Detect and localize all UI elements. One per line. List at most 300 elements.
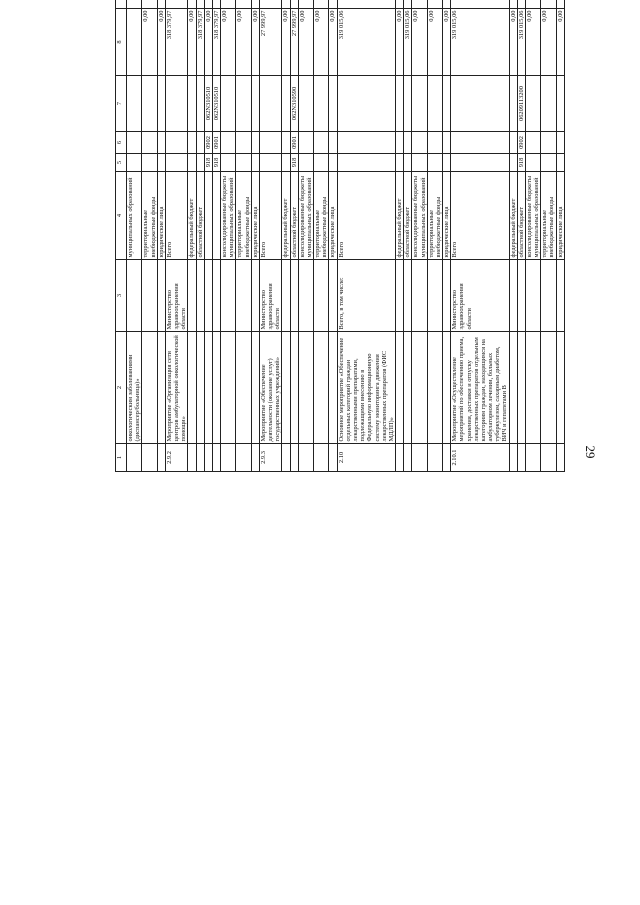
section-code (509, 132, 517, 154)
funding-source: территориальные внебюджетные фонды (427, 172, 442, 260)
target-item-code (556, 76, 564, 132)
funding-source: юридические лица (329, 172, 337, 260)
section-code (541, 132, 556, 154)
executor (142, 260, 157, 332)
amount-year1 (556, 0, 564, 9)
item-name (142, 332, 157, 444)
item-number (314, 444, 329, 472)
amount-total: 0,00 (525, 9, 540, 76)
table-row (314, 0, 329, 472)
section-code (142, 132, 157, 154)
executor (251, 260, 259, 332)
item-number (196, 444, 204, 472)
section-code: 0901 (290, 132, 298, 154)
item-number (251, 444, 259, 472)
executor (221, 260, 236, 332)
section-code (196, 132, 204, 154)
section-code (251, 132, 259, 154)
funding-source (212, 172, 220, 260)
funding-source: областной бюджет (196, 172, 204, 260)
grbs-code (251, 154, 259, 172)
section-code (165, 132, 188, 154)
executor (282, 260, 290, 332)
amount-total: 0,00 (427, 9, 442, 76)
item-name (556, 332, 564, 444)
table-row (541, 0, 556, 472)
item-name: Основное мероприятие «Обеспечение отдельных категорий граждан лекарственными препаратами, подлежащими внесению в Федеральную информационную систему мониторинга движения лекарственных препаратов (ФИС МДЛП)» (337, 332, 395, 444)
amount-total: 0,00 (509, 9, 517, 76)
amount-year1 (204, 0, 212, 9)
table-row (127, 0, 142, 472)
funding-source: консолидированные бюджеты муниципальных образований (298, 172, 313, 260)
grbs-code (337, 154, 395, 172)
item-name (412, 332, 427, 444)
page-number: 29 (583, 445, 598, 459)
section-code (236, 132, 251, 154)
amount-total: 319 015,06 (337, 9, 395, 76)
target-item-code (259, 76, 282, 132)
item-number (541, 444, 556, 472)
amount-total: 0,00 (298, 9, 313, 76)
section-code (396, 132, 404, 154)
item-name (282, 332, 290, 444)
table-row (404, 0, 412, 472)
item-number (509, 444, 517, 472)
section-code (525, 132, 540, 154)
target-item-code (127, 76, 142, 132)
section-code (556, 132, 564, 154)
funding-source: федеральный бюджет (188, 172, 196, 260)
executor (314, 260, 329, 332)
executor (517, 260, 525, 332)
table-row (451, 0, 509, 472)
target-item-code: 062N310590 (290, 76, 298, 132)
grbs-code (221, 154, 236, 172)
section-code (427, 132, 442, 154)
funding-source: юридические лица (556, 172, 564, 260)
amount-year1 (443, 0, 451, 9)
item-name (443, 332, 451, 444)
item-name (236, 332, 251, 444)
executor (212, 260, 220, 332)
target-item-code: 06209113200 (517, 76, 525, 132)
section-code (451, 132, 509, 154)
item-name (396, 332, 404, 444)
grbs-code (127, 154, 142, 172)
funding-source: территориальные внебюджетные фонды (236, 172, 251, 260)
table-row (443, 0, 451, 472)
executor: Министерство здравоохранения области (259, 260, 282, 332)
item-number (427, 444, 442, 472)
funding-source: Всего (165, 172, 188, 260)
amount-year1 (451, 0, 509, 9)
amount-year1 (212, 0, 220, 9)
amount-year1 (290, 0, 298, 9)
grbs-code (165, 154, 188, 172)
grbs-code (509, 154, 517, 172)
table-row (412, 0, 427, 472)
rotated-table-container (115, 10, 564, 857)
executor (404, 260, 412, 332)
table-row (157, 0, 165, 472)
grbs-code (427, 154, 442, 172)
table-row (165, 0, 188, 472)
amount-total: 318 379,97 (196, 9, 204, 76)
amount-total: 27 999,97 (290, 9, 298, 76)
item-name (509, 332, 517, 444)
table-body (127, 0, 565, 472)
grbs-code (443, 154, 451, 172)
funding-source: областной бюджет (517, 172, 525, 260)
executor (290, 260, 298, 332)
funding-source: территориальные внебюджетные фонды (541, 172, 556, 260)
column-header: 6 (116, 132, 127, 154)
amount-total: 0,00 (556, 9, 564, 76)
amount-year1 (127, 0, 142, 9)
item-name: Мероприятие «Организация сети центров амбулаторной онкологической помощи» (165, 332, 188, 444)
item-name (427, 332, 442, 444)
executor (412, 260, 427, 332)
table-row (337, 0, 395, 472)
grbs-code (541, 154, 556, 172)
amount-year1 (396, 0, 404, 9)
executor (443, 260, 451, 332)
section-code (127, 132, 142, 154)
item-number: 2.9.2 (165, 444, 188, 472)
section-code: 0902 (204, 132, 212, 154)
column-header: 7 (116, 76, 127, 132)
amount-year1 (196, 0, 204, 9)
grbs-code (404, 154, 412, 172)
target-item-code (251, 76, 259, 132)
amount-total: 0,00 (314, 9, 329, 76)
amount-year1 (525, 0, 540, 9)
executor (541, 260, 556, 332)
amount-total: 0,00 (282, 9, 290, 76)
item-number (157, 444, 165, 472)
amount-year1 (404, 0, 412, 9)
funding-source: территориальные внебюджетные фонды (142, 172, 157, 260)
column-header (116, 0, 127, 9)
item-number (127, 444, 142, 472)
executor (127, 260, 142, 332)
target-item-code (142, 76, 157, 132)
table-row (290, 0, 298, 472)
amount-year1 (221, 0, 236, 9)
amount-year1 (259, 0, 282, 9)
executor (157, 260, 165, 332)
executor (196, 260, 204, 332)
grbs-code (412, 154, 427, 172)
amount-total: 0,00 (443, 9, 451, 76)
table-row (329, 0, 337, 472)
amount-total: 27 999,97 (259, 9, 282, 76)
table-row (142, 0, 157, 472)
item-number (525, 444, 540, 472)
table-row (196, 0, 204, 472)
item-number (329, 444, 337, 472)
executor (556, 260, 564, 332)
funding-source (204, 172, 212, 260)
target-item-code (541, 76, 556, 132)
grbs-code (298, 154, 313, 172)
column-header: 8 (116, 9, 127, 76)
item-name (298, 332, 313, 444)
section-code (259, 132, 282, 154)
amount-year1 (337, 0, 395, 9)
amount-total: 0,00 (412, 9, 427, 76)
target-item-code (509, 76, 517, 132)
executor: Всего, в том числе: (337, 260, 395, 332)
target-item-code (329, 76, 337, 132)
grbs-code (196, 154, 204, 172)
item-number (236, 444, 251, 472)
funding-source: федеральный бюджет (396, 172, 404, 260)
item-number (221, 444, 236, 472)
item-name (251, 332, 259, 444)
executor (204, 260, 212, 332)
amount-total: 0,00 (157, 9, 165, 76)
funding-source: территориальные внебюджетные фонды (314, 172, 329, 260)
grbs-code (236, 154, 251, 172)
section-code (188, 132, 196, 154)
item-name (196, 332, 204, 444)
amount-year1 (427, 0, 442, 9)
amount-total: 0,00 (142, 9, 157, 76)
grbs-code: 918 (204, 154, 212, 172)
funding-source: федеральный бюджет (282, 172, 290, 260)
table-row (188, 0, 196, 472)
amount-total: 0,00 (188, 9, 196, 76)
grbs-code (314, 154, 329, 172)
target-item-code: 062N310510 (212, 76, 220, 132)
grbs-code (157, 154, 165, 172)
item-number (556, 444, 564, 472)
section-code (282, 132, 290, 154)
executor (188, 260, 196, 332)
table-row (221, 0, 236, 472)
table-row (236, 0, 251, 472)
target-item-code (236, 76, 251, 132)
target-item-code: 062N310510 (204, 76, 212, 132)
section-code (314, 132, 329, 154)
item-number (412, 444, 427, 472)
grbs-code: 918 (517, 154, 525, 172)
item-number (188, 444, 196, 472)
section-code (412, 132, 427, 154)
column-number-header (116, 0, 127, 472)
column-header: 3 (116, 260, 127, 332)
funding-source: юридические лица (443, 172, 451, 260)
item-number (443, 444, 451, 472)
executor (509, 260, 517, 332)
amount-year1 (165, 0, 188, 9)
table-row (251, 0, 259, 472)
grbs-code (142, 154, 157, 172)
section-code (337, 132, 395, 154)
target-item-code (427, 76, 442, 132)
column-header: 1 (116, 444, 127, 472)
table-row (212, 0, 220, 472)
amount-total: 0,00 (221, 9, 236, 76)
amount-year1 (282, 0, 290, 9)
target-item-code (314, 76, 329, 132)
item-number (290, 444, 298, 472)
section-code (329, 132, 337, 154)
funding-source: консолидированные бюджеты муниципальных образований (412, 172, 427, 260)
amount-total: 319 015,06 (517, 9, 525, 76)
funding-source: Всего (451, 172, 509, 260)
item-name (525, 332, 540, 444)
amount-total: 0,00 (236, 9, 251, 76)
table-row (204, 0, 212, 472)
grbs-code (188, 154, 196, 172)
grbs-code (451, 154, 509, 172)
amount-total: 319 015,06 (404, 9, 412, 76)
table-row (525, 0, 540, 472)
grbs-code: 918 (290, 154, 298, 172)
table-row (259, 0, 282, 472)
amount-year1 (412, 0, 427, 9)
table-row (556, 0, 564, 472)
item-name: Мероприятие «Осуществление мероприятий по обеспечению приема, хранения, доставки и отпуску лекарственных препаратов отдельным категориям граждан, находящимся на амбулаторном лечении, больных туберкулезом, сахарным диабетом, ВИЧ и гепатитами В (451, 332, 509, 444)
funding-source: консолидированные бюджеты муниципальных образований (525, 172, 540, 260)
executor: Министерство здравоохранения области (165, 260, 188, 332)
item-number (404, 444, 412, 472)
target-item-code (443, 76, 451, 132)
amount-total: 318 379,97 (165, 9, 188, 76)
grbs-code (525, 154, 540, 172)
amount-total: 318 379,97 (212, 9, 220, 76)
amount-total: 0,00 (204, 9, 212, 76)
amount-year1 (188, 0, 196, 9)
executor: Министерство здравоохранения области (451, 260, 509, 332)
target-item-code (412, 76, 427, 132)
funding-source: областной бюджет (404, 172, 412, 260)
target-item-code (165, 76, 188, 132)
funding-source: юридические лица (251, 172, 259, 260)
target-item-code (157, 76, 165, 132)
funding-source: Всего (259, 172, 282, 260)
item-number (282, 444, 290, 472)
amount-year1 (314, 0, 329, 9)
funding-source: консолидированные бюджеты муниципальных образований (221, 172, 236, 260)
grbs-code (329, 154, 337, 172)
amount-total: 0,00 (329, 9, 337, 76)
item-name (188, 332, 196, 444)
section-code (443, 132, 451, 154)
target-item-code (451, 76, 509, 132)
target-item-code (298, 76, 313, 132)
grbs-code: 918 (212, 154, 220, 172)
funding-source: муниципальных образований (127, 172, 142, 260)
target-item-code (396, 76, 404, 132)
amount-year1 (251, 0, 259, 9)
table-row (396, 0, 404, 472)
item-number: 2.10.1 (451, 444, 509, 472)
grbs-code (396, 154, 404, 172)
amount-year1 (329, 0, 337, 9)
item-name (221, 332, 236, 444)
executor (236, 260, 251, 332)
section-code (157, 132, 165, 154)
table-row (298, 0, 313, 472)
grbs-code (282, 154, 290, 172)
section-code: 0902 (517, 132, 525, 154)
item-name: онкологическим заболеваниями (диспансер/больница)» (127, 332, 142, 444)
item-number (517, 444, 525, 472)
item-number: 2.10 (337, 444, 395, 472)
column-header: 5 (116, 154, 127, 172)
amount-year1 (298, 0, 313, 9)
amount-year1 (157, 0, 165, 9)
grbs-code (556, 154, 564, 172)
item-number: 2.9.3 (259, 444, 282, 472)
item-name (204, 332, 212, 444)
table-row (517, 0, 525, 472)
grbs-code (259, 154, 282, 172)
executor (298, 260, 313, 332)
executor (525, 260, 540, 332)
target-item-code (282, 76, 290, 132)
amount-year1 (541, 0, 556, 9)
item-number (142, 444, 157, 472)
amount-total: 0,00 (541, 9, 556, 76)
item-number (298, 444, 313, 472)
executor (329, 260, 337, 332)
column-header: 4 (116, 172, 127, 260)
target-item-code (525, 76, 540, 132)
amount-total: 319 015,06 (451, 9, 509, 76)
item-name (212, 332, 220, 444)
target-item-code (337, 76, 395, 132)
item-number (396, 444, 404, 472)
budget-table (115, 0, 565, 472)
item-name (314, 332, 329, 444)
amount-total: 0,00 (251, 9, 259, 76)
item-name (404, 332, 412, 444)
section-code: 0901 (212, 132, 220, 154)
amount-year1 (517, 0, 525, 9)
table-row (282, 0, 290, 472)
section-code (298, 132, 313, 154)
item-number (212, 444, 220, 472)
executor (396, 260, 404, 332)
target-item-code (404, 76, 412, 132)
amount-total: 0,00 (396, 9, 404, 76)
amount-year1 (236, 0, 251, 9)
item-name (290, 332, 298, 444)
item-name (157, 332, 165, 444)
item-name (541, 332, 556, 444)
table-row (509, 0, 517, 472)
column-header: 2 (116, 332, 127, 444)
amount-year1 (142, 0, 157, 9)
table-row (427, 0, 442, 472)
funding-source: областной бюджет (290, 172, 298, 260)
amount-total (127, 9, 142, 76)
funding-source: Всего (337, 172, 395, 260)
funding-source: юридические лица (157, 172, 165, 260)
section-code (404, 132, 412, 154)
funding-source: федеральный бюджет (509, 172, 517, 260)
target-item-code (196, 76, 204, 132)
amount-year1 (509, 0, 517, 9)
item-name: Мероприятие «Обеспечение деятельности (оказание услуг) государственных учреждений» (259, 332, 282, 444)
executor (427, 260, 442, 332)
item-name (517, 332, 525, 444)
target-item-code (221, 76, 236, 132)
